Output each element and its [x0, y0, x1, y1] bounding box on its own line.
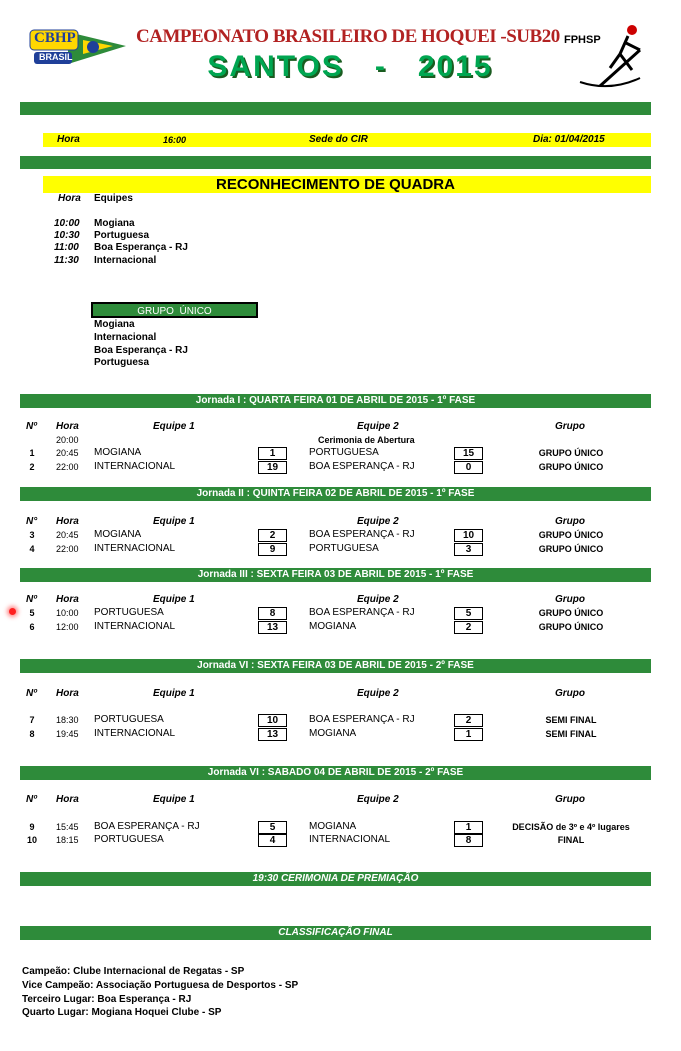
- game-team1: PORTUGUESA: [94, 834, 164, 845]
- game-score2: 10: [454, 529, 483, 542]
- game-hora: 22:00: [56, 462, 79, 472]
- game-team1: MOGIANA: [94, 529, 142, 540]
- game-score1: 9: [258, 543, 287, 556]
- game-score1: 5: [258, 821, 287, 834]
- game-score2: 2: [454, 621, 483, 634]
- game-score2: 0: [454, 461, 483, 474]
- col-equipe2: Equipe 2: [357, 594, 399, 605]
- col-hora: Hora: [56, 516, 79, 527]
- classificacao-line: Terceiro Lugar: Boa Esperança - RJ: [22, 994, 192, 1005]
- list-item-equipe: Portuguesa: [94, 230, 150, 241]
- divider-2: [20, 156, 651, 169]
- grupo-team: Internacional: [94, 332, 157, 343]
- game-hora: 18:15: [56, 835, 79, 845]
- ceremony-text: Cerimonia de Abertura: [318, 435, 415, 445]
- col-hora: Hora: [56, 794, 79, 805]
- game-score1: 2: [258, 529, 287, 542]
- col-grupo: Grupo: [555, 421, 585, 432]
- game-num: 6: [29, 622, 35, 632]
- game-grupo: FINAL: [557, 835, 585, 845]
- grupo-team: Boa Esperança - RJ: [94, 345, 188, 356]
- col-hora: Hora: [56, 688, 79, 699]
- grupo-team: Portuguesa: [94, 357, 150, 368]
- jornada-1-bar: Jornada I : QUARTA FEIRA 01 DE ABRIL DE 2015 - 1º FASE: [20, 394, 651, 408]
- game-team2: BOA ESPERANÇA - RJ: [309, 529, 415, 540]
- col-grupo: Grupo: [555, 794, 585, 805]
- jornada-2-bar: Jornada II : QUINTA FEIRA 02 DE ABRIL DE 2015 - 1º FASE: [20, 487, 651, 501]
- cbhp-logo-text: CBHP: [34, 30, 76, 46]
- page-title: CAMPEONATO BRASILEIRO DE HOQUEI -SUB20: [136, 26, 560, 47]
- col-equipe2: Equipe 2: [357, 688, 399, 699]
- col-num: Nº: [26, 794, 37, 805]
- game-score2: 8: [454, 834, 483, 847]
- list-item-hora: 10:30: [54, 230, 80, 241]
- game-num: 3: [29, 530, 35, 540]
- game-score2: 1: [454, 821, 483, 834]
- col-hora: Hora: [56, 594, 79, 605]
- game-team2: MOGIANA: [309, 821, 357, 832]
- fphsp-logo-text: FPHSP: [564, 34, 601, 46]
- col-grupo: Grupo: [555, 594, 585, 605]
- game-grupo: GRUPO ÚNICO: [538, 622, 604, 632]
- game-grupo: GRUPO ÚNICO: [538, 544, 604, 554]
- col-num: N°: [26, 516, 38, 527]
- info-hora-label: Hora: [57, 134, 80, 145]
- game-num: 5: [29, 608, 35, 618]
- game-team1: PORTUGUESA: [94, 714, 164, 725]
- game-team2: PORTUGUESA: [309, 543, 379, 554]
- game-num: 8: [29, 729, 35, 739]
- game-grupo: SEMI FINAL: [545, 715, 597, 725]
- col-grupo: Grupo: [555, 516, 585, 527]
- game-grupo: GRUPO ÚNICO: [538, 608, 604, 618]
- list-item-hora: 10:00: [54, 218, 80, 229]
- game-hora: 19:45: [56, 729, 79, 739]
- jornada-5-bar: Jornada VI : SABADO 04 DE ABRIL DE 2015 - 2º FASE: [20, 766, 651, 780]
- game-hora: 10:00: [56, 608, 79, 618]
- col-hora: Hora: [56, 421, 79, 432]
- list-item-hora: 11:30: [54, 255, 79, 266]
- game-hora: 20:45: [56, 448, 79, 458]
- col-equipe1: Equipe 1: [153, 594, 195, 605]
- red-dot-icon: [9, 608, 16, 615]
- reconhecimento-bar: [43, 176, 651, 193]
- classificacao-bar: CLASSIFICAÇÃO FINAL: [20, 926, 651, 940]
- game-score2: 5: [454, 607, 483, 620]
- jornada-3-bar: Jornada III : SEXTA FEIRA 03 DE ABRIL DE 2015 - 1º FASE: [20, 568, 651, 582]
- game-score2: 3: [454, 543, 483, 556]
- game-team1: INTERNACIONAL: [94, 728, 176, 739]
- game-team1: MOGIANA: [94, 447, 142, 458]
- game-score1: 13: [258, 621, 287, 634]
- reconhecimento-title: RECONHECIMENTO DE QUADRA: [216, 176, 455, 193]
- game-num: 4: [29, 544, 35, 554]
- col-num: Nº: [26, 594, 37, 605]
- game-score2: 1: [454, 728, 483, 741]
- classificacao-line: Vice Campeão: Associação Portuguesa de Desportos - SP: [22, 980, 299, 991]
- col-equipe2: Equipe 2: [357, 794, 399, 805]
- top-divider: [20, 102, 651, 115]
- col-equipe1: Equipe 1: [153, 421, 195, 432]
- game-score2: 15: [454, 447, 483, 460]
- fphsp-logo: [560, 20, 660, 92]
- game-grupo: DECISÃO de 3º e 4º lugares: [512, 822, 630, 832]
- col-num: Nº: [26, 421, 37, 432]
- game-grupo: GRUPO ÚNICO: [538, 530, 604, 540]
- info-dia: Dia: 01/04/2015: [533, 134, 605, 145]
- game-team2: PORTUGUESA: [309, 447, 379, 458]
- grupo-team: Mogiana: [94, 319, 135, 330]
- info-hora-value: 16:00: [163, 135, 187, 145]
- info-sede: Sede do CIR: [309, 134, 368, 145]
- classificacao-line: Quarto Lugar: Mogiana Hoquei Clube - SP: [22, 1007, 222, 1018]
- game-score1: 1: [258, 447, 287, 460]
- ceremony-hora: 20:00: [56, 435, 79, 445]
- game-score1: 10: [258, 714, 287, 727]
- jornada-4-bar: Jornada VI : SEXTA FEIRA 03 DE ABRIL DE 2015 - 2º FASE: [20, 659, 651, 673]
- cbhp-logo: [28, 24, 128, 76]
- game-grupo: SEMI FINAL: [545, 729, 597, 739]
- game-team1: INTERNACIONAL: [94, 543, 176, 554]
- game-team2: BOA ESPERANÇA - RJ: [309, 607, 415, 618]
- game-team1: INTERNACIONAL: [94, 461, 176, 472]
- list-item-equipe: Internacional: [94, 255, 157, 266]
- classificacao-line: Campeão: Clube Internacional de Regatas - SP: [22, 966, 245, 977]
- game-num: 1: [29, 448, 35, 458]
- game-score1: 13: [258, 728, 287, 741]
- reconhecimento-col-hora: Hora: [58, 193, 81, 204]
- game-hora: 18:30: [56, 715, 79, 725]
- reconhecimento-col-equipes: Equipes: [94, 193, 133, 204]
- col-equipe1: Equipe 1: [153, 794, 195, 805]
- game-hora: 20:45: [56, 530, 79, 540]
- game-score1: 8: [258, 607, 287, 620]
- game-team2: BOA ESPERANÇA - RJ: [309, 714, 415, 725]
- page-subtitle: SANTOS - 2015: [207, 50, 493, 83]
- game-num: 10: [26, 835, 37, 845]
- col-equipe2: Equipe 2: [357, 421, 399, 432]
- list-item-hora: 11:00: [54, 242, 79, 253]
- col-equipe1: Equipe 1: [153, 688, 195, 699]
- game-grupo: GRUPO ÚNICO: [538, 462, 604, 472]
- cbhp-logo-subtext: BRASIL: [39, 52, 73, 62]
- game-team2: MOGIANA: [309, 728, 357, 739]
- col-equipe2: Equipe 2: [357, 516, 399, 527]
- list-item-equipe: Mogiana: [94, 218, 135, 229]
- game-team1: BOA ESPERANÇA - RJ: [94, 821, 200, 832]
- game-team2: INTERNACIONAL: [309, 834, 391, 845]
- game-num: 2: [29, 462, 35, 472]
- hockey-player-icon: [560, 20, 660, 92]
- game-score1: 4: [258, 834, 287, 847]
- game-hora: 15:45: [56, 822, 79, 832]
- game-grupo: GRUPO ÚNICO: [538, 448, 604, 458]
- game-score1: 19: [258, 461, 287, 474]
- col-num: Nº: [26, 688, 37, 699]
- game-team2: MOGIANA: [309, 621, 357, 632]
- game-hora: 12:00: [56, 622, 79, 632]
- grupo-title: GRUPO ÚNICO: [137, 306, 212, 317]
- info-bar: [43, 133, 651, 147]
- list-item-equipe: Boa Esperança - RJ: [94, 242, 188, 253]
- col-grupo: Grupo: [555, 688, 585, 699]
- game-score2: 2: [454, 714, 483, 727]
- game-team2: BOA ESPERANÇA - RJ: [309, 461, 415, 472]
- game-hora: 22:00: [56, 544, 79, 554]
- game-num: 9: [29, 822, 35, 832]
- col-equipe1: Equipe 1: [153, 516, 195, 527]
- premiacao-bar: 19:30 CERIMONIA DE PREMIAÇÃO: [20, 872, 651, 886]
- grupo-box: [91, 302, 258, 318]
- game-num: 7: [29, 715, 35, 725]
- game-team1: INTERNACIONAL: [94, 621, 176, 632]
- game-team1: PORTUGUESA: [94, 607, 164, 618]
